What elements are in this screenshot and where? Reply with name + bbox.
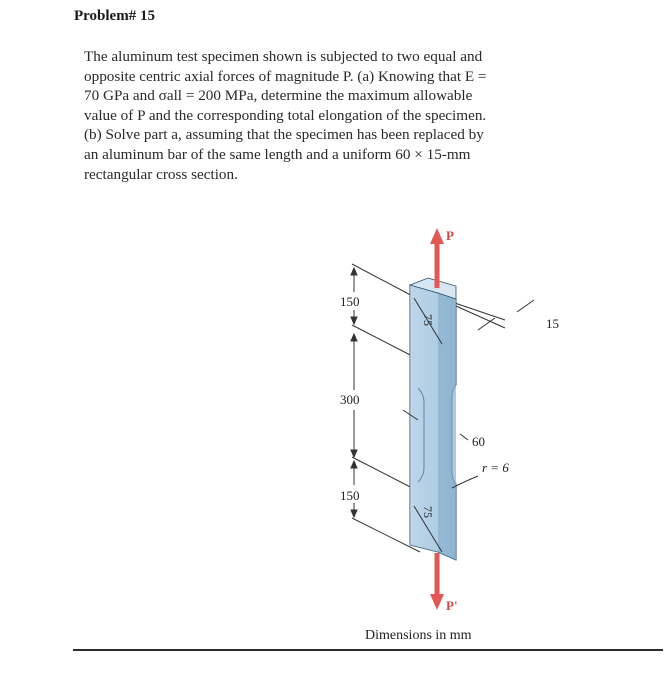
dim-top-length: 150 <box>340 294 360 309</box>
statement-line: (b) Solve part a, assuming that the specimen has been replaced by <box>84 126 484 144</box>
statement-line: value of P and the corresponding total elongation of the specimen. <box>84 106 487 124</box>
width-bottom-label: 75 <box>421 506 435 518</box>
width-top-label: 75 <box>421 314 435 326</box>
arrowhead-icon <box>430 594 444 610</box>
dim-mid-length: 300 <box>340 392 360 407</box>
width-mid-label: 60 <box>472 434 485 449</box>
force-label-bottom: P' <box>446 598 458 613</box>
arrowhead-icon <box>430 228 444 244</box>
problem-title: Problem# 15 <box>74 8 155 24</box>
statement-line: opposite centric axial forces of magnitude P. (a) Knowing that E = <box>84 67 487 85</box>
thickness-label: 15 <box>546 316 559 331</box>
radius-label: r = 6 <box>482 460 509 475</box>
statement-line: 70 GPa and σall = 200 MPa, determine the maximum allowable <box>84 87 473 105</box>
statement-line: The aluminum test specimen shown is subjected to two equal and <box>84 48 483 65</box>
statement-line: an aluminum bar of the same length and a uniform 60 × 15-mm <box>84 145 471 163</box>
statement-line: rectangular cross section. <box>84 165 238 183</box>
figure-caption: Dimensions in mm <box>365 628 472 643</box>
force-label-top: P <box>446 228 454 243</box>
dim-bottom-length: 150 <box>340 488 360 503</box>
divider <box>73 649 663 651</box>
